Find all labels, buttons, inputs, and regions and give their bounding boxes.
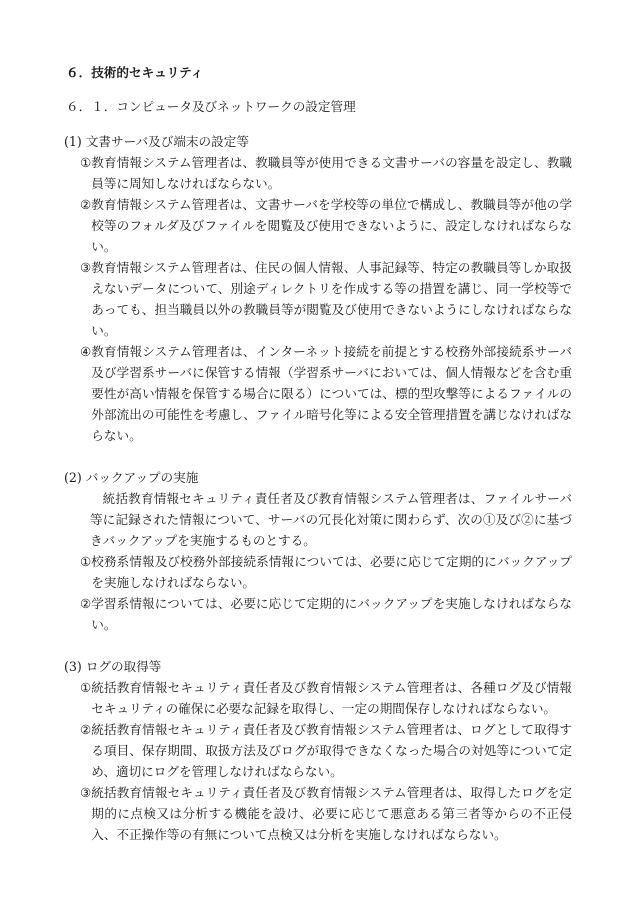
section-title: ６．１．コンピュータ及びネットワークの設定管理 [66,99,356,114]
item-text: 教育情報システム管理者は、インターネット接続を前提とする校務外部接続系サーバ及び学習系サーバに保管する情報（学習系サーバにおいては、個人情報などを含む重要性が高い情報を保管する場合に限る）については、標的型攻撃等によるファイルの外部流出の可能性を考慮し、ファイル暗号化等による安全管理措置を講じなければならない。 [91,344,572,443]
subsection-heading: (3) ログの取得等 [64,659,162,674]
list-item [80,152,572,194]
item-text: 校務系情報及び校務外部接続系情報については、必要に応じて定期的にバックアップを実施しなければならない。 [91,554,572,590]
list-item [80,551,572,593]
item-number: ④ [80,344,92,359]
subsection-intro: 統括教育情報セキュリティ責任者及び教育情報システム管理者は、ファイルサーバ等に記録された情報について、サーバの冗長化対策に関わらず、次の①及び②に基づきバックアップを実施するものとする。 [90,491,572,548]
item-number: ① [80,554,92,569]
list-item [80,194,572,257]
list-item [80,677,572,719]
spacer [64,446,572,467]
item-number: ② [80,722,92,737]
item-number: ② [80,197,92,212]
list-item [80,782,572,845]
spacer [64,635,572,656]
item-number: ③ [80,785,92,800]
item-number: ① [80,155,92,170]
list-item [80,593,572,635]
list-item [80,719,572,782]
subsection-1 [64,131,572,446]
list-item [80,341,572,446]
subsection-3 [64,656,572,845]
item-text: 学習系情報については、必要に応じて定期的にバックアップを実施しなければならない。 [91,596,572,632]
item-text: 統括教育情報セキュリティ責任者及び教育情報システム管理者は、各種ログ及び情報セキュリティの確保に必要な記録を取得し、一定の期間保存しなければならない。 [91,680,572,716]
item-text: 統括教育情報セキュリティ責任者及び教育情報システム管理者は、ログとして取得する項目、保存期間、取扱方法及びログが取得できなくなった場合の対処等について定め、適切にログを管理しなければならない。 [91,722,572,779]
chapter-title: ６．技術的セキュリティ [66,65,204,80]
item-number: ① [80,680,92,695]
item-number: ② [80,596,92,611]
item-text: 教育情報システム管理者は、住民の個人情報、人事記録等、特定の教職員等しか取扱えないデータについて、別途ディレクトリを作成する等の措置を講じ、同一学校等であっても、担当職員以外の教職員等が閲覧及び使用できないようにしなければならない。 [91,260,572,338]
item-text: 教育情報システム管理者は、教職員等が使用できる文書サーバの容量を設定し、教職員等に周知しなければならない。 [91,155,572,191]
item-text: 教育情報システム管理者は、文書サーバを学校等の単位で構成し、教職員等が他の学校等のフォルダ及びファイルを閲覧及び使用できないように、設定しなければならない。 [91,197,572,254]
subsection-heading: (2) バックアップの実施 [64,470,199,485]
subsection-heading: (1) 文書サーバ及び端末の設定等 [64,134,249,149]
subsection-2 [64,467,572,635]
item-number: ③ [80,260,92,275]
list-item [80,257,572,341]
item-text: 統括教育情報セキュリティ責任者及び教育情報システム管理者は、取得したログを定期的に点検又は分析する機能を設け、必要に応じて悪意ある第三者等からの不正侵入、不正操作等の有無について点検又は分析を実施しなければならない。 [91,785,572,842]
